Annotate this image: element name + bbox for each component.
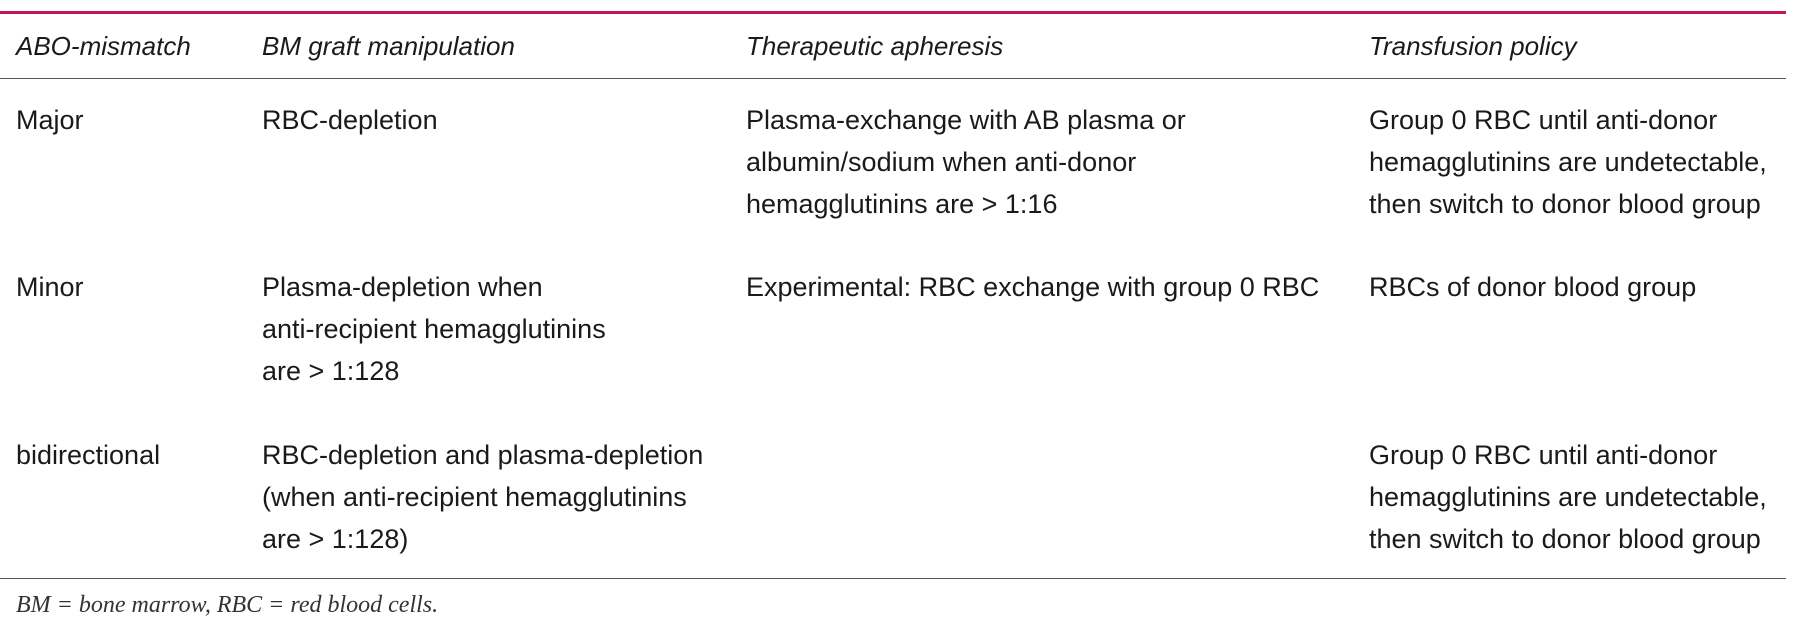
cell-line: anti-recipient hemagglutinins	[262, 314, 606, 344]
cell-line: are > 1:128)	[262, 524, 409, 554]
cell-line: Group 0 RBC until anti-donor	[1369, 105, 1718, 135]
cell-line: hemagglutinins are undetectable,	[1369, 147, 1767, 177]
row-major-graft	[262, 99, 438, 141]
row-major-mismatch: Major	[16, 105, 84, 135]
header-transfusion-policy: Transfusion policy	[1369, 31, 1577, 61]
table-top-rule	[0, 11, 1786, 14]
cell-line: Plasma-exchange with AB plasma or	[746, 105, 1186, 135]
header-bm-graft-manipulation: BM graft manipulation	[262, 31, 515, 61]
cell-line: albumin/sodium when anti-donor	[746, 147, 1137, 177]
cell-line: are > 1:128	[262, 356, 400, 386]
cell-line: Experimental: RBC exchange with group 0 RBC	[746, 272, 1320, 302]
row-major-apheresis	[746, 99, 1186, 225]
cell-line: Plasma-depletion when	[262, 272, 543, 302]
row-bidirectional-mismatch: bidirectional	[16, 440, 161, 470]
row-major-transfusion	[1369, 99, 1767, 225]
footer-rule	[0, 578, 1786, 579]
cell-line: hemagglutinins are undetectable,	[1369, 482, 1767, 512]
row-bidirectional-graft	[262, 434, 703, 560]
cell-line: RBC-depletion and plasma-depletion	[262, 440, 704, 470]
table-footnote: BM = bone marrow, RBC = red blood cells.	[16, 592, 439, 618]
cell-line: then switch to donor blood group	[1369, 524, 1761, 554]
row-minor-graft	[262, 266, 606, 392]
header-abo-mismatch: ABO-mismatch	[16, 31, 191, 61]
header-therapeutic-apheresis: Therapeutic apheresis	[746, 31, 1004, 61]
cell-line: RBCs of donor blood group	[1369, 272, 1697, 302]
cell-line: (when anti-recipient hemagglutinins	[262, 482, 687, 512]
header-rule	[0, 78, 1786, 79]
row-minor-transfusion	[1369, 266, 1696, 308]
cell-line: Group 0 RBC until anti-donor	[1369, 440, 1718, 470]
row-bidirectional-transfusion	[1369, 434, 1767, 560]
row-minor-mismatch: Minor	[16, 272, 84, 302]
cell-line: then switch to donor blood group	[1369, 189, 1761, 219]
row-minor-apheresis	[746, 266, 1319, 308]
cell-line: hemagglutinins are > 1:16	[746, 189, 1058, 219]
cell-line: RBC-depletion	[262, 105, 438, 135]
